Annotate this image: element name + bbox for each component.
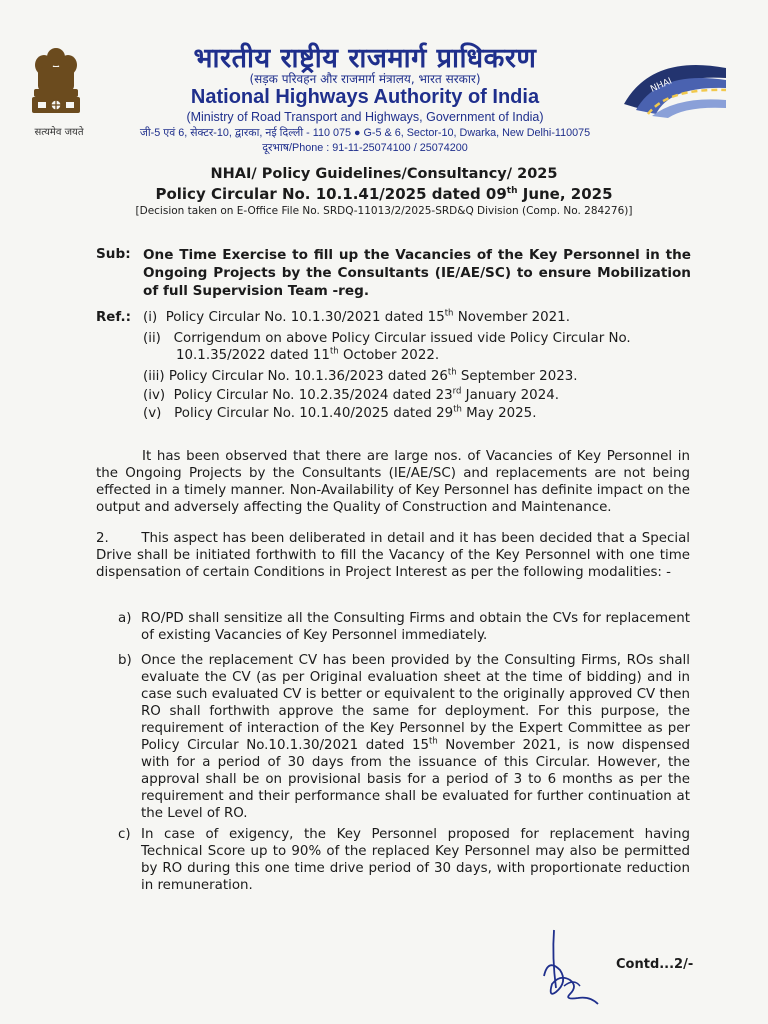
paragraph-decision: 2. This aspect has been deliberated in detail and it has been decided that a Special Drive shall be initiated forthwith to fill the Vacancy of the Key Personnel with one time dispensation of certain Conditions in Project Interest as per the following modalities: - xyxy=(96,531,690,580)
reference-item-continued: 10.1.35/2022 dated 11th October 2022. xyxy=(176,346,440,363)
signature xyxy=(534,928,614,1008)
item-c-text: In case of exigency, the Key Personnel proposed for replacement having Technical Score up to 90% of the replaced Key Personnel may also be permitted by RO during this one time drive period of 30 days, with proportionate reduction in remuneration. xyxy=(141,827,690,893)
reference-item: (v) Policy Circular No. 10.1.40/2025 dated 29th May 2025. xyxy=(143,404,537,421)
item-c-label: c) xyxy=(118,827,131,842)
reference-item: (iii) Policy Circular No. 10.1.36/2023 dated 26th September 2023. xyxy=(143,367,578,384)
logo-text: NHAI xyxy=(649,76,674,95)
continued-note: Contd...2/- xyxy=(616,957,694,972)
item-b-text: Once the replacement CV has been provided by the Consulting Firms, ROs shall evaluate the CV (as per Original evaluation sheet at the time of bidding) and in case such evaluated CV is better or equivalent to the originally approved CV then RO shall forthwith approve the same for deployment. For this purpose, the requirement of interaction of the Key Personnel by the Expert Committee as per Policy Circular No.10.1.30/2021 dated 15th November 2021, is now dispensed with for a period of 30 days from the issuance of this Circular. However, the approval shall be on provisional basis for a period of 3 to 6 months as per the requirement and their performance shall be evaluated for further continuation at the Level of RO. xyxy=(141,653,690,821)
subject-text: One Time Exercise to fill up the Vacancies of the Key Personnel in the Ongoing Projects by the Consultants (IE/AE/SC) to ensure Mobilization of full Supervision Team -reg. xyxy=(143,247,691,299)
decision-reference: [Decision taken on E-Office File No. SRDQ-11013/2/2025-SRD&Q Division (Comp. No. 284276)] xyxy=(135,205,633,217)
item-a-label: a) xyxy=(118,611,132,626)
emblem-motto: सत्यमेव जयते xyxy=(34,127,84,138)
references-label: Ref.: xyxy=(96,310,131,325)
paragraph-observation: It has been observed that there are large nos. of Vacancies of Key Personnel in the Ongoing Projects by the Consultants (IE/AE/SC) and replacements are not being effected in a timely manner. Non-Availability of Key Personnel has definite impact on the output and adversely affecting the Quality of Construction and Maintenance. xyxy=(96,449,690,515)
org-name-hindi: भारतीय राष्ट्रीय राजमार्ग प्राधिकरण xyxy=(193,43,537,74)
item-a-text: RO/PD shall sensitize all the Consulting Firms and obtain the CVs for replacement of existing Vacancies of Key Personnel immediately. xyxy=(141,611,690,643)
reference-item: (ii) Corrigendum on above Policy Circular issued vide Policy Circular No. xyxy=(143,331,631,346)
nhai-logo-icon xyxy=(622,48,730,120)
office-address: जी-5 एवं 6, सेक्टर-10, द्वारका, नई दिल्ली - 110 075 ● G-5 & 6, Sector-10, Dwarka, New Delhi-110075 xyxy=(139,127,591,139)
ministry-english: (Ministry of Road Transport and Highways, Government of India) xyxy=(186,110,544,124)
org-name-english: National Highways Authority of India xyxy=(190,86,540,108)
subject-label: Sub: xyxy=(96,246,131,262)
office-phone: दूरभाष/Phone : 91-11-25074100 / 25074200 xyxy=(262,142,468,154)
reference-item: (iv) Policy Circular No. 10.2.35/2024 dated 23rd January 2024. xyxy=(143,386,560,403)
ministry-hindi: (सड़क परिवहन और राजमार्ग मंत्रालय, भारत सरकार) xyxy=(249,72,481,86)
policy-guideline-heading: NHAI/ Policy Guidelines/Consultancy/ 2025 xyxy=(210,166,558,182)
circular-number-heading: Policy Circular No. 10.1.41/2025 dated 09th June, 2025 xyxy=(155,185,613,203)
item-b-label: b) xyxy=(118,653,132,668)
reference-item: (i) Policy Circular No. 10.1.30/2021 dated 15th November 2021. xyxy=(143,308,570,325)
